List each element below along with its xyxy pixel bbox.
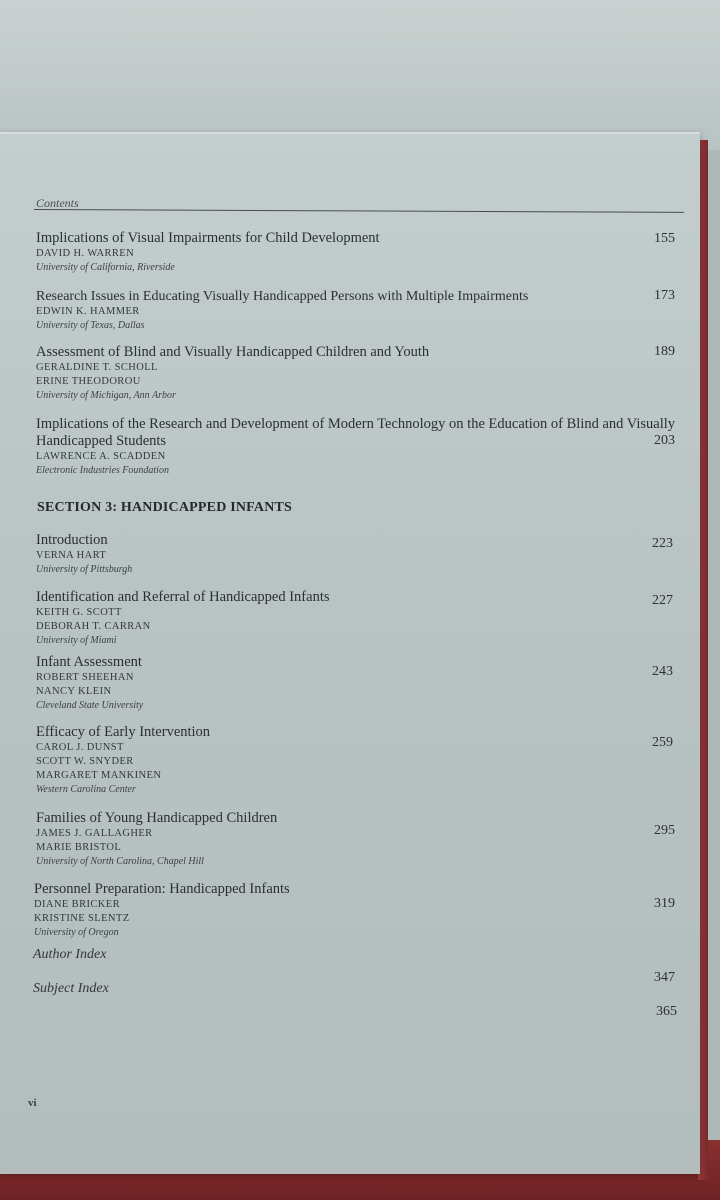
entry-title: Personnel Preparation: Handicapped Infants — [34, 881, 290, 897]
entry-page-number: 189 — [654, 344, 675, 359]
entry-title: Research Issues in Educating Visually Handicapped Persons with Multiple Impairments — [36, 289, 529, 304]
entry-affiliation: Electronic Industries Foundation — [36, 465, 169, 476]
toc-entry — [36, 416, 686, 478]
entry-author: DIANE BRICKER — [34, 899, 120, 910]
entry-affiliation: University of North Carolina, Chapel Hill — [36, 856, 204, 867]
entry-affiliation: Cleveland State University — [36, 700, 144, 711]
entry-page-number: 173 — [654, 288, 675, 303]
entry-page-number: 223 — [652, 536, 673, 551]
background-surface — [0, 0, 720, 150]
entry-title: Assessment of Blind and Visually Handicapped Children and Youth — [36, 344, 430, 360]
toc-entry — [36, 532, 686, 577]
entry-author: KEITH G. SCOTT — [36, 607, 122, 618]
entry-page-number: 259 — [652, 735, 673, 750]
subject-index-label: Subject Index — [33, 981, 109, 996]
toc-entry — [36, 344, 686, 403]
entry-author: DAVID H. WARREN — [36, 248, 135, 259]
entry-title: Efficacy of Early Intervention — [36, 724, 211, 740]
entry-page-number: 155 — [654, 231, 675, 246]
entry-title: Implications of Visual Impairments for Child Development — [36, 230, 380, 246]
author-index-page: 347 — [654, 970, 675, 985]
entry-page-number: 243 — [652, 664, 673, 679]
toc-entry — [36, 288, 686, 333]
entry-author: GERALDINE T. SCHOLL — [36, 362, 158, 373]
entry-author: EDWIN K. HAMMER — [36, 306, 140, 317]
toc-entry — [36, 589, 686, 648]
entry-author: VERNA HART — [36, 550, 107, 561]
entry-page-number: 319 — [654, 896, 675, 911]
entry-affiliation: University of Texas, Dallas — [36, 320, 145, 331]
entry-page-number: 227 — [652, 593, 673, 608]
toc-entry — [36, 230, 686, 275]
page-folio: vi — [28, 1097, 37, 1109]
entry-author: JAMES J. GALLAGHER — [36, 828, 153, 839]
toc-entry — [36, 810, 686, 869]
entry-affiliation: University of Pittsburgh — [36, 564, 133, 575]
subject-index-page: 365 — [656, 1004, 677, 1019]
entry-author: NANCY KLEIN — [36, 686, 112, 697]
author-index-label: Author Index — [33, 947, 107, 962]
entry-author: ROBERT SHEEHAN — [36, 672, 134, 683]
entry-page-number: 203 — [654, 433, 675, 448]
entry-author: MARGARET MANKINEN — [36, 770, 162, 781]
entry-author: KRISTINE SLENTZ — [34, 913, 130, 924]
entry-page-number: 295 — [654, 823, 675, 838]
section-heading: SECTION 3: HANDICAPPED INFANTS — [37, 500, 293, 515]
entry-affiliation: University of Miami — [36, 635, 117, 646]
entry-author: LAWRENCE A. SCADDEN — [36, 451, 166, 462]
toc-entry — [36, 654, 686, 713]
entry-author: SCOTT W. SNYDER — [36, 756, 134, 767]
entry-affiliation: Western Carolina Center — [36, 784, 136, 795]
entry-author: DEBORAH T. CARRAN — [36, 621, 151, 632]
toc-entry — [34, 881, 684, 940]
entry-author: MARIE BRISTOL — [36, 842, 122, 853]
entry-affiliation: University of Michigan, Ann Arbor — [36, 390, 176, 401]
entry-author: CAROL J. DUNST — [36, 742, 124, 753]
entry-title: Infant Assessment — [36, 654, 142, 670]
entry-author: ERINE THEODOROU — [36, 376, 141, 387]
entry-title: Identification and Referral of Handicapped Infants — [36, 589, 330, 605]
running-header: Contents — [36, 196, 79, 210]
entry-affiliation: University of California, Riverside — [36, 262, 175, 273]
toc-entry — [36, 724, 686, 797]
entry-title: Introduction — [36, 532, 108, 548]
entry-title: Implications of the Research and Development of Modern Technology on the Education of Blind and Visually Handicapped Students — [36, 416, 676, 449]
entry-title: Families of Young Handicapped Children — [36, 810, 278, 826]
entry-affiliation: University of Oregon — [34, 927, 119, 938]
